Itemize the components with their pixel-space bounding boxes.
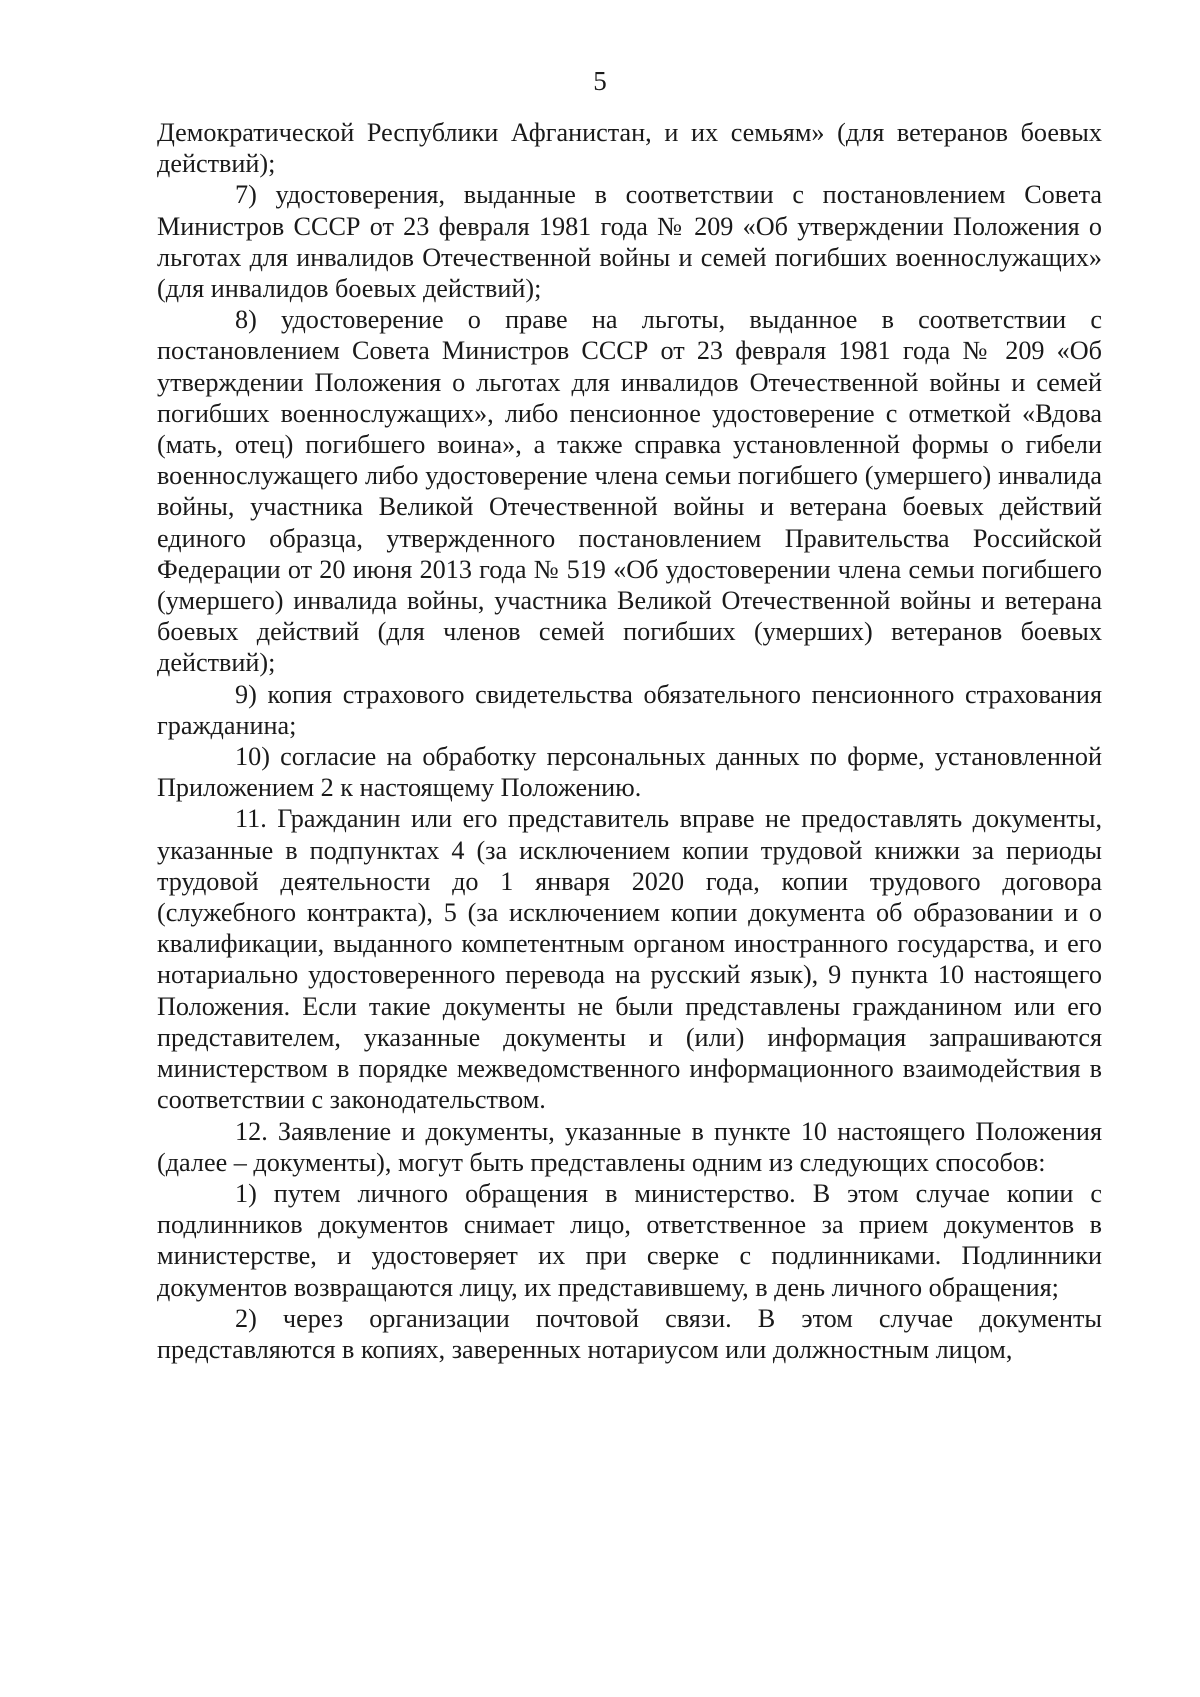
paragraph-continuation: Демократической Республики Афганистан, и их семьям» (для ветеранов боевых действий); [157,118,1102,179]
page-number: 5 [593,66,607,96]
paragraph-item-10: 10) согласие на обработку персональных данных по форме, установленной Приложением 2 к настоящему Положению. [157,742,1102,803]
paragraph-method-2: 2) через организации почтовой связи. В этом случае документы представляются в копиях, заверенных нотариусом или должностным лицом, [157,1303,1102,1364]
paragraph-method-1: 1) путем личного обращения в министерство. В этом случае копии с подлинников документов снимает лицо, ответственное за прием документов в министерстве, и удостоверяет их при сверке с подлинниками. Подлинники документов возвращаются лицу, их представившему, в день личного обращения; [157,1178,1102,1302]
paragraph-clause-11: 11. Гражданин или его представитель вправе не предоставлять документы, указанные в подпунктах 4 (за исключением копии трудовой книжки за периоды трудовой деятельности до 1 января 2020 года, копии трудового договора (служебного контракта), 5 (за исключением копии документа об образовании и о квалификации, выданного компетентным органом иностранного государства, и его нотариально удостоверенного перевода на русский язык), 9 пункта 10 настоящего Положения. Если такие документы не были представлены гражданином или его представителем, указанные документы и (или) информация запрашиваются министерством в порядке межведомственного информационного взаимодействия в соответствии с законодательством. [157,804,1102,1115]
paragraph-item-8: 8) удостоверение о праве на льготы, выданное в соответствии с постановлением Совета Министров СССР от 23 февраля 1981 года № 209 «Об утверждении Положения о льготах для инвалидов Отечественной войны и семей погибших военнослужащих», либо пенсионное удостоверение с отметкой «Вдова (мать, отец) погибшего воина», а также справка установленной формы о гибели военнослужащего либо удостоверение члена семьи погибшего (умершего) инвалида войны, участника Великой Отечественной войны и ветерана боевых действий единого образца, утвержденного постановлением Правительства Российской Федерации от 20 июня 2013 года № 519 «Об удостоверении члена семьи погибшего (умершего) инвалида войны, участника Великой Отечественной войны и ветерана боевых действий (для членов семей погибших (умерших) ветеранов боевых действий); [157,305,1102,678]
paragraph-clause-12: 12. Заявление и документы, указанные в пункте 10 настоящего Положения (далее – документы), могут быть представлены одним из следующих способов: [157,1116,1102,1177]
document-body [157,117,1102,1365]
paragraph-item-9: 9) копия страхового свидетельства обязательного пенсионного страхования гражданина; [157,679,1102,740]
paragraph-item-7: 7) удостоверения, выданные в соответствии с постановлением Совета Министров СССР от 23 февраля 1981 года № 209 «Об утверждении Положения о льготах для инвалидов Отечественной войны и семей погибших военнослужащих» (для инвалидов боевых действий); [157,180,1102,304]
